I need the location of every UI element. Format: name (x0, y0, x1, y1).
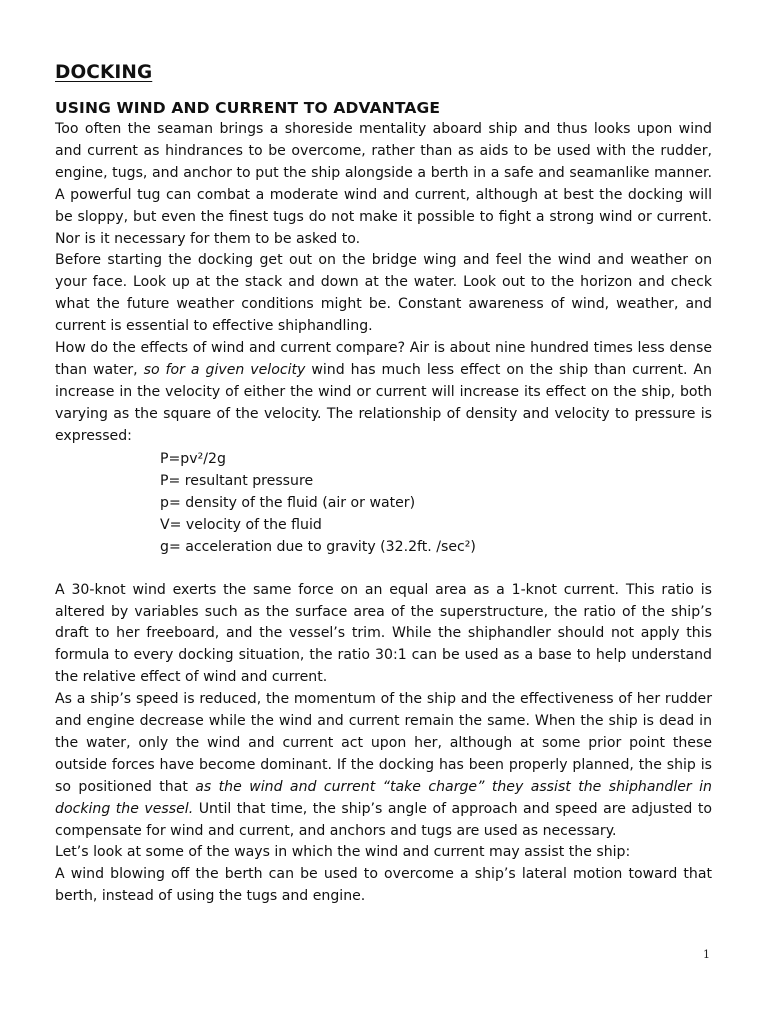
section-heading: USING WIND AND CURRENT TO ADVANTAGE (55, 99, 441, 117)
paragraph-intro: Too often the seaman brings a shoreside mentality aboard ship and thus looks upon wind and current as hindrances to be overcome, rather than as aids to be used with the rudder, engine, tugs, and anchor to put the ship alongside a berth in a safe and seamanlike manner. A powerful tug can combat a moderate wind and current, although at best the docking will be sloppy, but even the finest tugs do not make it possible to fight a strong wind or current. Nor is it necessary for them to be asked to. (55, 121, 712, 247)
paragraph-text: As a ship’s speed is reduced, the momentum of the ship and the effectiveness of her rudder and engine decrease while the wind and current remain the same. When the ship is dead in the water, only the wind and current act upon her, although at some prior point these outside forces have become dominant. If the docking has been properly planned, the ship is so positioned that (55, 691, 712, 795)
formula-equation: P=pv²/2g (160, 450, 226, 467)
paragraph-bridge-wing: Before starting the docking get out on the bridge wing and feel the wind and weather on your face. Look up at the stack and down at the water. Look out to the horizon and check what the future weather conditions might be. Constant awareness of wind, weather, and current is essential to effective shiphandling. (55, 252, 712, 335)
page-number: 1 (703, 948, 710, 961)
paragraph-speed-reduced (55, 689, 712, 842)
blank-line (55, 558, 712, 580)
formula-definition: V= velocity of the fluid (160, 516, 322, 533)
document-title: DOCKING (55, 62, 153, 83)
formula-definition: p= density of the fluid (air or water) (160, 494, 416, 511)
formula-block (160, 448, 712, 558)
emphasis-text: as the wind and current “take charge” they assist the shiphandler in docking the vessel. (55, 778, 712, 817)
formula-definition: P= resultant pressure (160, 472, 314, 489)
emphasis-text: so for a given velocity (143, 361, 306, 378)
paragraph-ways-to-assist: Let’s look at some of the ways in which the wind and current may assist the ship: (55, 844, 631, 861)
paragraph-wind-current-compare (55, 338, 712, 448)
paragraph-text: Until that time, the ship’s angle of approach and speed are adjusted to compensate for wind and current, and anchors and tugs are used as necessary. (55, 800, 712, 839)
formula-definition: g= acceleration due to gravity (32.2ft. /sec²) (160, 538, 476, 555)
document-page (55, 58, 712, 908)
paragraph-text: How do the effects of wind and current compare? Air is about nine hundred times less dense than water, (55, 340, 712, 378)
paragraph-wind-off-berth: A wind blowing off the berth can be used to overcome a ship’s lateral motion toward that berth, instead of using the tugs and engine. (55, 866, 712, 905)
paragraph-wind-ratio: A 30-knot wind exerts the same force on an equal area as a 1-knot current. This ratio is altered by variables such as the surface area of the superstructure, the ratio of the ship’s draft to her freeboard, and the vessel’s trim. While the shiphandler should not apply this formula to every docking situation, the ratio 30:1 can be used as a base to help understand the relative effect of wind and current. (55, 581, 712, 686)
paragraph-text: wind has much less effect on the ship than current. An increase in the velocity of either the wind or current will increase its effect on the ship, both varying as the square of the velocity. The relationship of density and velocity to pressure is expressed: (55, 361, 712, 444)
